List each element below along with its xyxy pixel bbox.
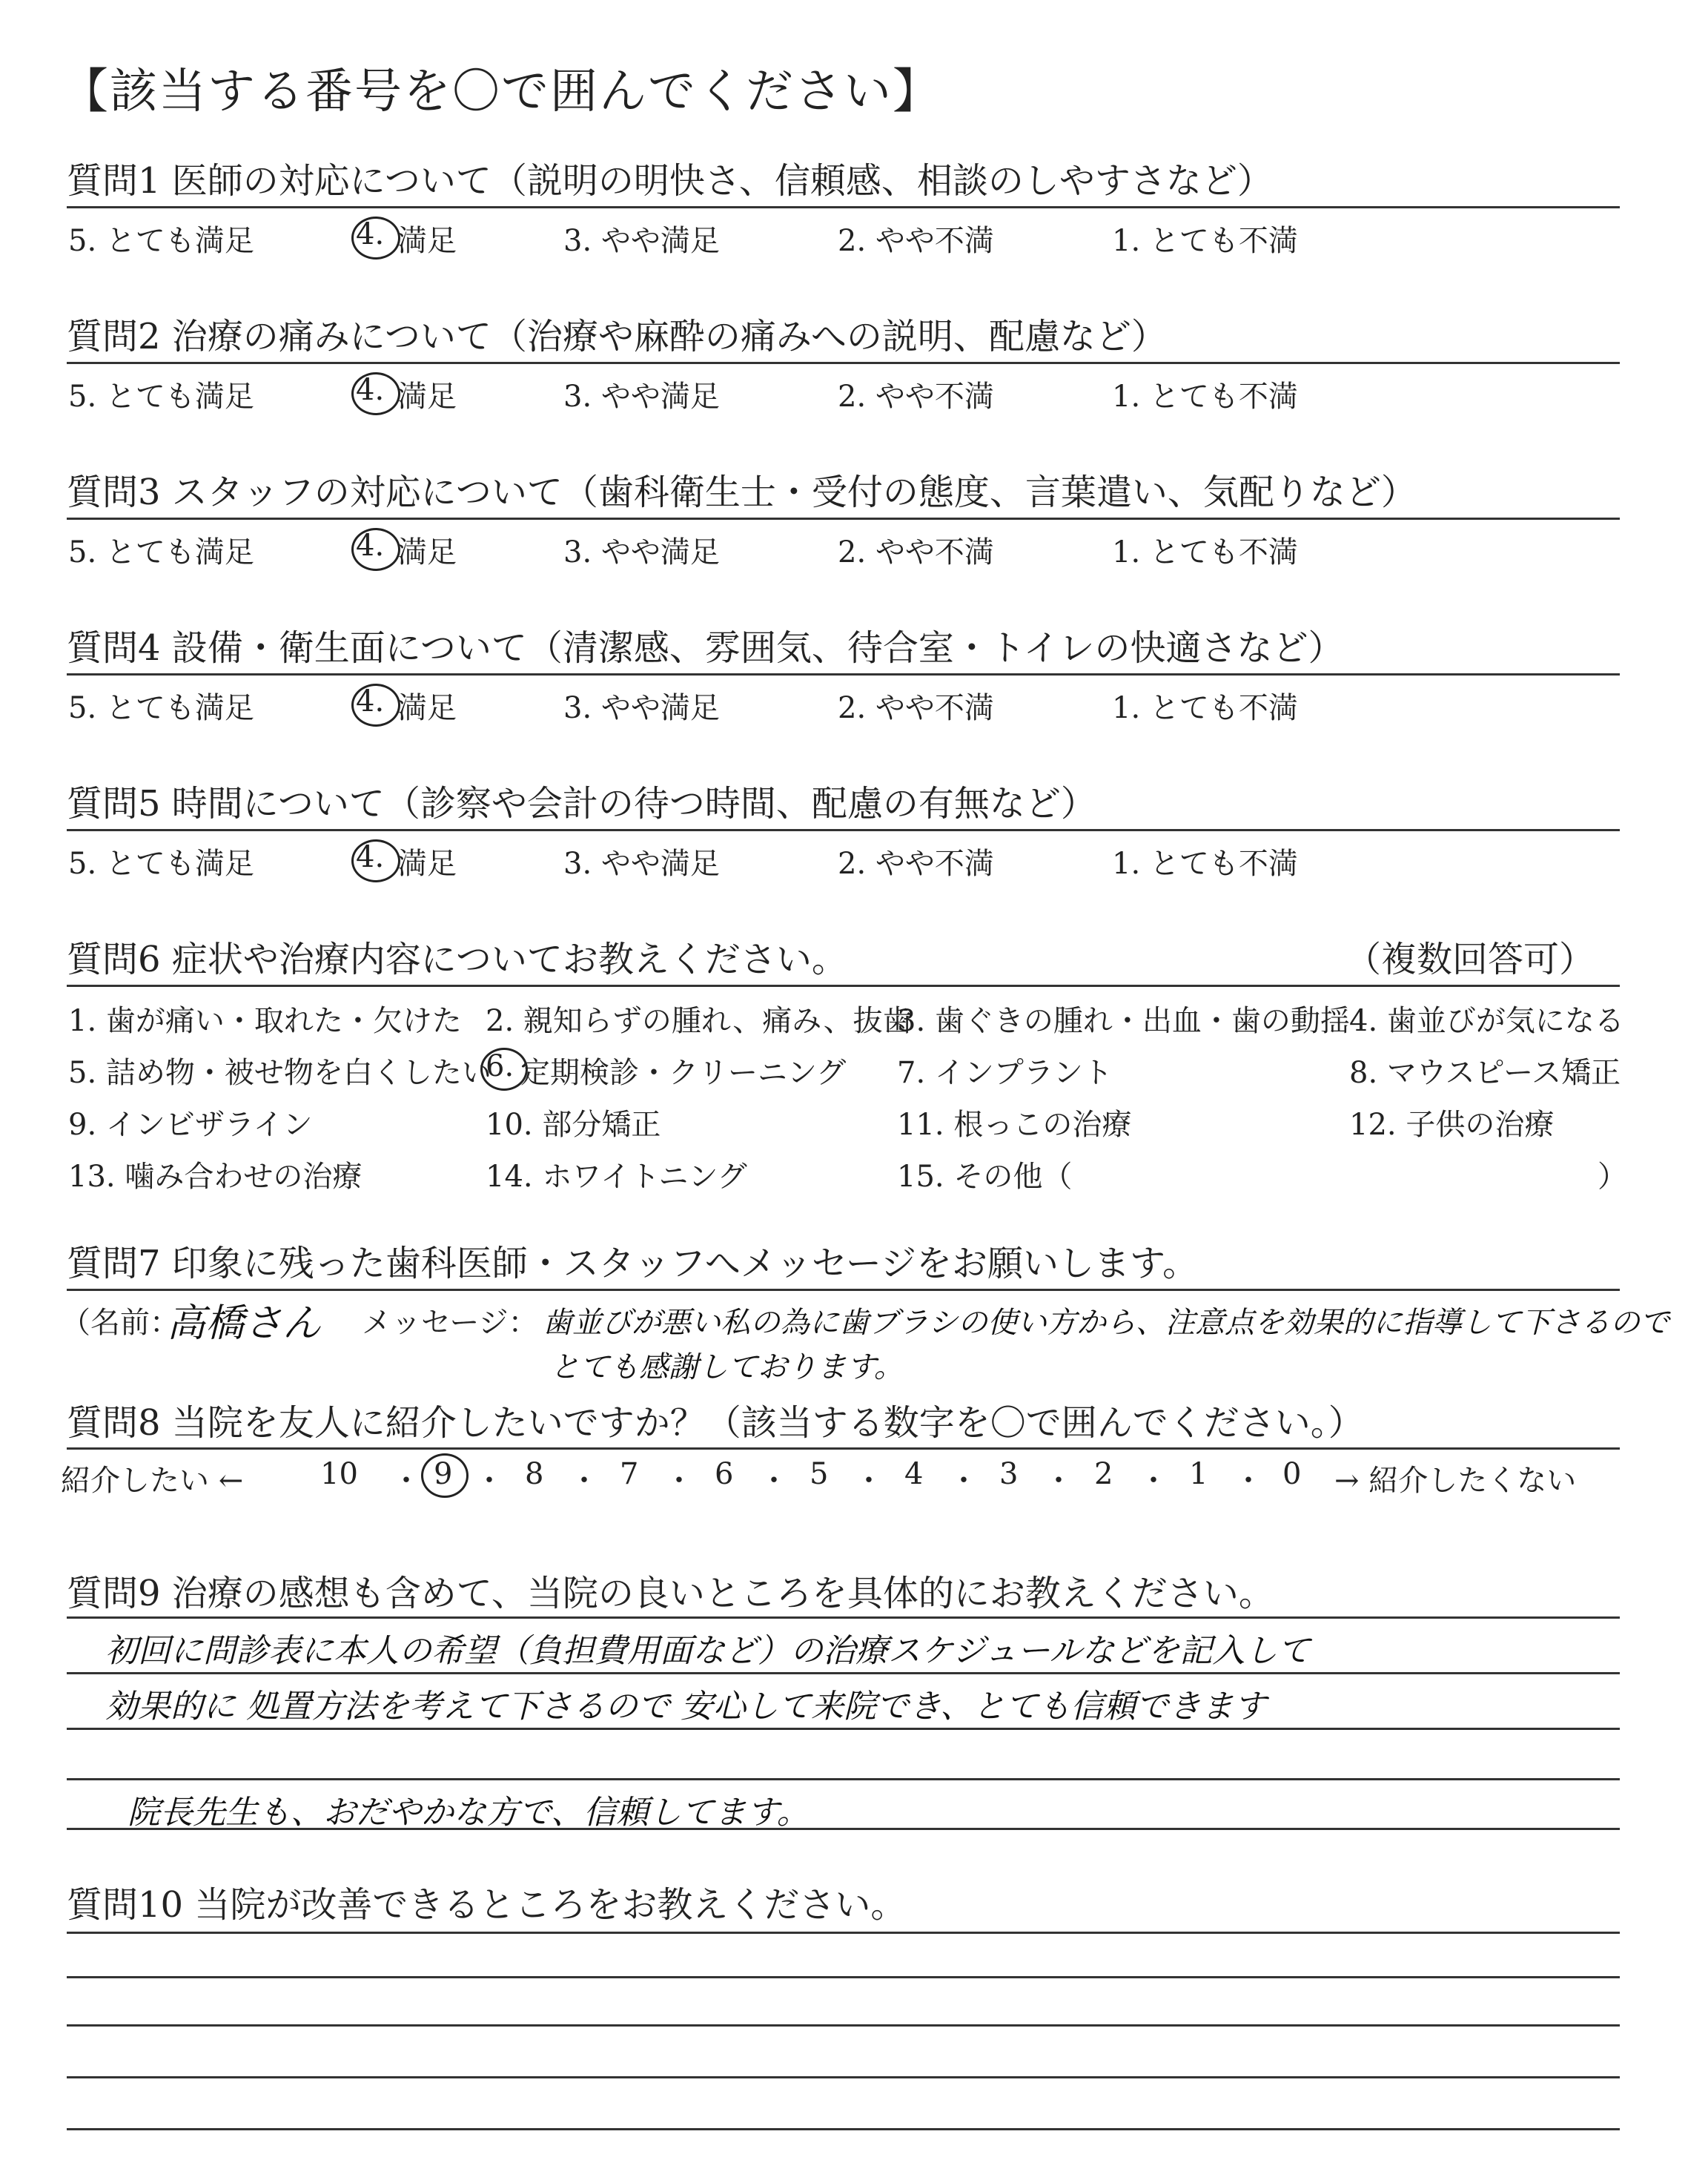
divider: [67, 673, 1620, 676]
selected-circle: [421, 1453, 469, 1498]
option-2[interactable]: 2. やや不満: [838, 691, 994, 725]
q6-item[interactable]: 11. 根っこの治療: [897, 1108, 1132, 1142]
scale-dot: ・: [1044, 1464, 1073, 1498]
name-value: 高橋さん: [167, 1301, 322, 1346]
q6-item-number[interactable]: 6.: [486, 1049, 514, 1083]
q7-heading: 質問7 印象に残った歯科医師・スタッフへメッセージをお願いします。: [67, 1243, 1199, 1284]
divider: [67, 829, 1620, 831]
divider: [67, 518, 1620, 520]
option-1[interactable]: 1. とても不満: [1112, 380, 1298, 414]
q9-heading: 質問9 治療の感想も含めて、当院の良いところを具体的にお教えください。: [67, 1573, 1274, 1614]
q6-heading: 質問6 症状や治療内容についてお教えください。: [67, 939, 847, 980]
scale-dot: ・: [854, 1464, 884, 1498]
option-1[interactable]: 1. とても不満: [1112, 224, 1298, 258]
option-4-number[interactable]: 4.: [356, 217, 385, 251]
page-title: 【該当する番号を〇で囲んでください】: [61, 65, 941, 119]
option-5[interactable]: 5. とても満足: [68, 224, 254, 258]
divider: [67, 206, 1620, 208]
selected-circle: [351, 684, 400, 727]
q6-item[interactable]: 12. 子供の治療: [1349, 1108, 1555, 1142]
q6-item[interactable]: 7. インプラント: [897, 1056, 1113, 1090]
option-2[interactable]: 2. やや不満: [838, 535, 994, 569]
answer-line: [67, 2128, 1620, 2130]
q6-note: （複数回答可）: [1345, 939, 1595, 980]
option-2[interactable]: 2. やや不満: [838, 380, 994, 414]
q9-answer-line-1: 初回に問診表に本人の希望（負担費用面など）の治療スケジュールなどを記入して: [105, 1632, 1311, 1670]
scale-9[interactable]: 9: [434, 1457, 453, 1491]
scale-10[interactable]: 10: [320, 1457, 358, 1491]
option-3[interactable]: 3. やや満足: [563, 380, 720, 414]
q6-item-close: ）: [1598, 1160, 1627, 1194]
selected-circle: [351, 372, 400, 415]
option-4-number[interactable]: 4.: [356, 840, 385, 874]
scale-dot: ・: [569, 1464, 599, 1498]
divider: [67, 362, 1620, 364]
option-1[interactable]: 1. とても不満: [1112, 847, 1298, 881]
q2-heading: 質問2 治療の痛みについて（治療や麻酔の痛みへの説明、配慮など）: [67, 316, 1167, 357]
q5-heading: 質問5 時間について（診察や会計の待つ時間、配慮の有無など）: [67, 783, 1096, 825]
option-5[interactable]: 5. とても満足: [68, 691, 254, 725]
answer-line: [67, 1728, 1620, 1730]
option-4-label[interactable]: 満足: [397, 535, 457, 569]
answer-line: [67, 1616, 1620, 1619]
scale-dot: ・: [949, 1464, 979, 1498]
answer-line: [67, 1672, 1620, 1674]
option-3[interactable]: 3. やや満足: [563, 847, 720, 881]
q8-right-label: → 紹介したくない: [1334, 1464, 1577, 1498]
answer-line: [67, 2024, 1620, 2027]
message-line-2: とても感謝しております。: [550, 1350, 904, 1384]
scale-6[interactable]: 6: [715, 1457, 734, 1491]
q6-item[interactable]: 8. マウスピース矯正: [1349, 1056, 1621, 1090]
divider: [67, 1447, 1620, 1450]
scale-dot: ・: [474, 1464, 504, 1498]
q10-heading: 質問10 当院が改善できるところをお教えください。: [67, 1884, 907, 1926]
q8-left-label: 紹介したい ←: [61, 1464, 244, 1498]
scale-dot: ・: [1234, 1464, 1263, 1498]
option-4-label[interactable]: 満足: [397, 380, 457, 414]
divider: [67, 985, 1620, 987]
scale-0[interactable]: 0: [1282, 1457, 1302, 1491]
selected-circle: [351, 217, 400, 260]
option-1[interactable]: 1. とても不満: [1112, 691, 1298, 725]
name-label: （名前：: [61, 1306, 179, 1340]
scale-1[interactable]: 1: [1189, 1457, 1208, 1491]
q6-item[interactable]: 9. インビザライン: [68, 1108, 313, 1142]
q9-answer-line-4: 院長先生も、おだやかな方で、信頼してます。: [128, 1794, 810, 1832]
option-4-number[interactable]: 4.: [356, 684, 385, 719]
q3-heading: 質問3 スタッフの対応について（歯科衛生士・受付の態度、言葉遣い、気配りなど）: [67, 472, 1417, 513]
q6-item[interactable]: 4. 歯並びが気になる: [1349, 1004, 1624, 1038]
q8-heading: 質問8 当院を友人に紹介したいですか？（該当する数字を〇で囲んでください。）: [67, 1402, 1364, 1444]
q6-item[interactable]: 1. 歯が痛い・取れた・欠けた: [68, 1004, 462, 1038]
q6-item[interactable]: 2. 親知らずの腫れ、痛み、抜歯: [486, 1004, 913, 1038]
option-4-number[interactable]: 4.: [356, 373, 385, 407]
q4-heading: 質問4 設備・衛生面について（清潔感、雰囲気、待合室・トイレの快適さなど）: [67, 627, 1344, 669]
scale-dot: ・: [391, 1464, 421, 1498]
q6-item[interactable]: 13. 噛み合わせの治療: [68, 1160, 363, 1194]
scale-dot: ・: [1139, 1464, 1168, 1498]
q1-heading: 質問1 医師の対応について（説明の明快さ、信頼感、相談のしやすさなど）: [67, 160, 1273, 202]
option-3[interactable]: 3. やや満足: [563, 535, 720, 569]
q6-item[interactable]: 定期検診・クリーニング: [520, 1056, 847, 1090]
option-4-label[interactable]: 満足: [397, 691, 457, 725]
scale-5[interactable]: 5: [810, 1457, 829, 1491]
q6-item[interactable]: 14. ホワイトニング: [486, 1160, 747, 1194]
scale-dot: ・: [664, 1464, 694, 1498]
option-5[interactable]: 5. とても満足: [68, 380, 254, 414]
option-5[interactable]: 5. とても満足: [68, 847, 254, 881]
q6-item[interactable]: 3. 歯ぐきの腫れ・出血・歯の動揺: [897, 1004, 1350, 1038]
message-label: メッセージ：: [362, 1306, 538, 1340]
message-line-1: 歯並びが悪い私の為に歯ブラシの使い方から、注意点を効果的に指導して下さるので: [543, 1306, 1669, 1340]
scale-4[interactable]: 4: [904, 1457, 924, 1491]
q6-item[interactable]: 10. 部分矯正: [486, 1108, 661, 1142]
divider: [67, 1289, 1620, 1291]
answer-line: [67, 2076, 1620, 2078]
answer-line: [67, 1778, 1620, 1780]
selected-circle: [351, 839, 400, 882]
option-4-number[interactable]: 4.: [356, 529, 385, 563]
scale-7[interactable]: 7: [620, 1457, 639, 1491]
scale-3[interactable]: 3: [999, 1457, 1019, 1491]
selected-circle: [351, 528, 400, 571]
option-4-label[interactable]: 満足: [397, 847, 457, 881]
scale-2[interactable]: 2: [1094, 1457, 1113, 1491]
option-2[interactable]: 2. やや不満: [838, 224, 994, 258]
q6-item[interactable]: 15. その他（: [897, 1160, 1073, 1194]
q9-answer-line-2: 効果的に 処置方法を考えて下さるので 安心して来院でき、とても信頼できます: [105, 1688, 1267, 1725]
option-4-label[interactable]: 満足: [397, 224, 457, 258]
option-2[interactable]: 2. やや不満: [838, 847, 994, 881]
answer-line: [67, 1976, 1620, 1978]
answer-line: [67, 1932, 1620, 1934]
option-3[interactable]: 3. やや満足: [563, 691, 720, 725]
option-1[interactable]: 1. とても不満: [1112, 535, 1298, 569]
option-5[interactable]: 5. とても満足: [68, 535, 254, 569]
option-3[interactable]: 3. やや満足: [563, 224, 720, 258]
scale-8[interactable]: 8: [525, 1457, 544, 1491]
scale-dot: ・: [759, 1464, 789, 1498]
q6-item[interactable]: 5. 詰め物・被せ物を白くしたい: [68, 1056, 491, 1090]
